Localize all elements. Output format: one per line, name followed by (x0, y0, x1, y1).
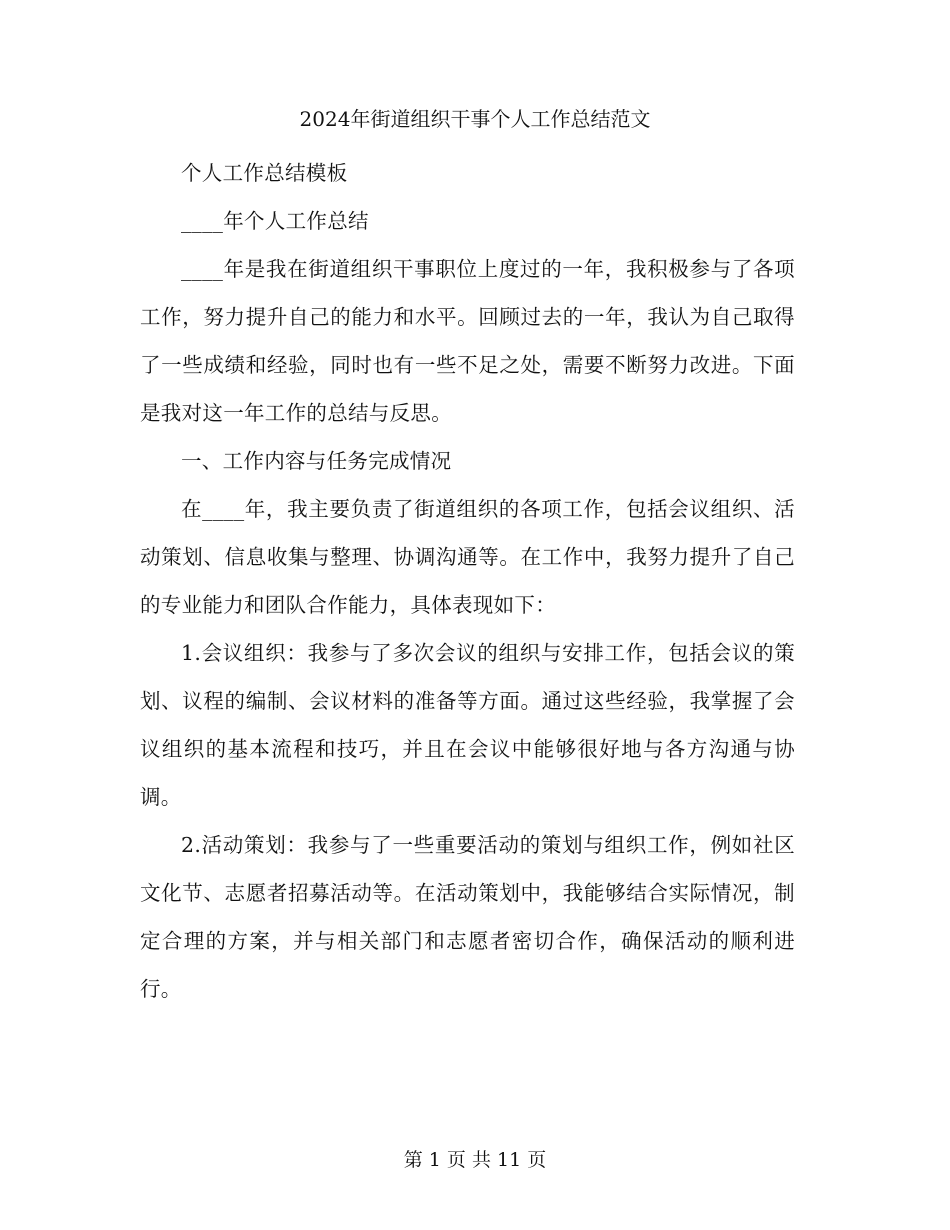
section-heading-work-content: 一、工作内容与任务完成情况 (181, 449, 452, 473)
paragraph-meeting-organization: 1.会议组织：我参与了多次会议的组织与安排工作，包括会议的策划、议程的编制、会议材料的准备等方面。通过这些经验，我掌握了会议组织的基本流程和技巧，并且在会议中能够很好地与各方沟通与协调。 (140, 641, 795, 809)
paragraph-template-heading: 个人工作总结模板 (181, 161, 348, 185)
document-body (140, 149, 795, 1013)
paragraph-summary-heading: ____年个人工作总结 (181, 209, 369, 233)
paragraph-intro: ____年是我在街道组织干事职位上度过的一年，我积极参与了各项工作，努力提升自己的能力和水平。回顾过去的一年，我认为自己取得了一些成绩和经验，同时也有一些不足之处，需要不断努力改进。下面是我对这一年工作的总结与反思。 (140, 257, 795, 425)
page-number-footer: 第 1 页 共 11 页 (403, 1149, 547, 1171)
paragraph-work-overview: 在____年，我主要负责了街道组织的各项工作，包括会议组织、活动策划、信息收集与整理、协调沟通等。在工作中，我努力提升了自己的专业能力和团队合作能力，具体表现如下： (140, 497, 795, 617)
document-title: 2024年街道组织干事个人工作总结范文 (299, 107, 651, 131)
paragraph-event-planning: 2.活动策划：我参与了一些重要活动的策划与组织工作，例如社区文化节、志愿者招募活动等。在活动策划中，我能够结合实际情况，制定合理的方案，并与相关部门和志愿者密切合作，确保活动的顺利进行。 (140, 833, 795, 1001)
